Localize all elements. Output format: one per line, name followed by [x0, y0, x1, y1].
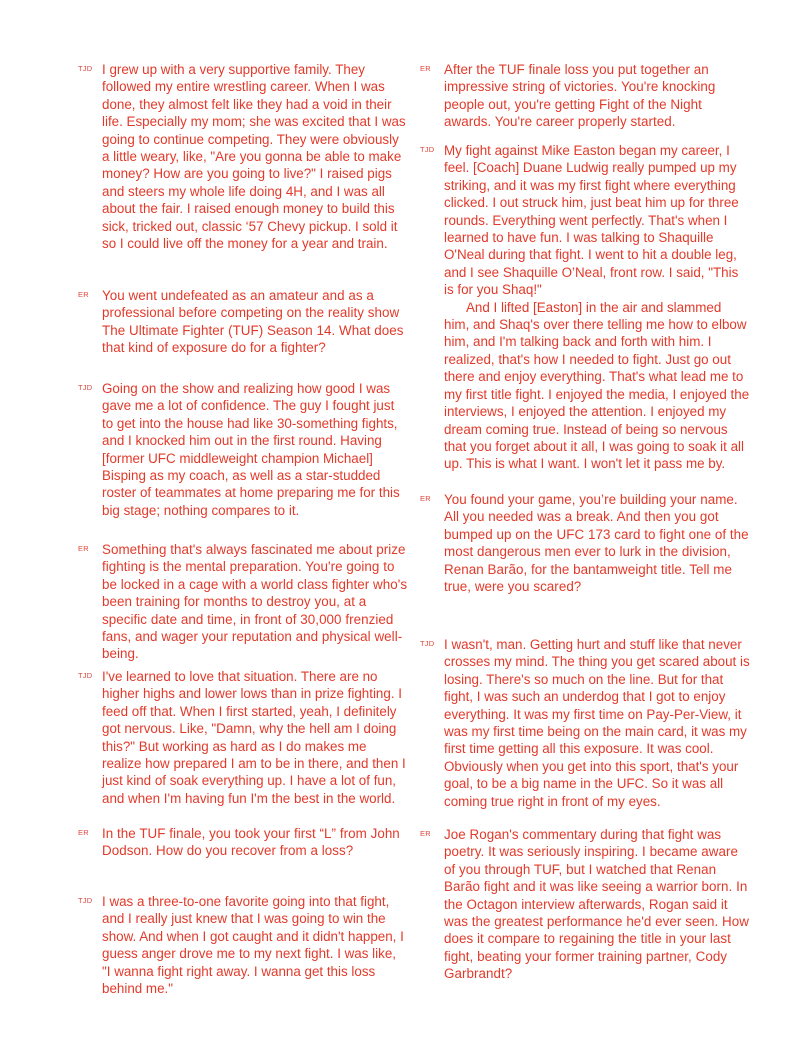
paragraph: You went undefeated as an amateur and as a professional before competing on the reality show The Ultimate Fighter (TUF) Season 14. What does that kind of exposure do for a fighter?: [102, 288, 404, 356]
paragraph: After the TUF finale loss you put together an impressive string of victories. You're knocking people out, you're getting Fight of the Night awards. You're career properly started.: [444, 62, 716, 130]
entry-text: [444, 61, 750, 131]
paragraph: I grew up with a very supportive family. They followed my entire wrestling career. When I was done, they almost felt like they had a void in their life. Especially my mom; she was excited that I was going to continue competing. They were obviously a little weary, like, "Are you gonna be able to make money? How are you going to live?" I raised pigs and steers my whole life doing 4H, and I was all about the fair. I raised enough money to build this sick, tricked out, classic ‘57 Chevy pickup. I sold it so I could live off the money for a year and train.: [102, 62, 406, 252]
interview-entry: [78, 893, 408, 997]
entry-text: [102, 668, 408, 807]
speaker-label: TJD: [78, 383, 93, 392]
interview-entry: [78, 287, 408, 357]
paragraph: I was a three-to-one favorite going into that fight, and I really just knew that I was going to win the show. And when I got caught and it didn't happen, I guess anger drove me to my next fight. I was like, "I wanna fight right away. I wanna get this loss behind me.": [102, 894, 404, 997]
paragraph: You found your game, you’re building your name. All you needed was a break. And then you got bumped up on the UFC 173 card to fight one of the most dangerous men ever to lurk in the division, Renan Barão, for the bantamweight title. Tell me true, were you scared?: [444, 492, 749, 595]
paragraph: Something that's always fascinated me about prize fighting is the mental preparation. You're going to be locked in a cage with a world class fighter who's been training for months to destroy you, at a specific date and time, in front of 30,000 frenzied fans, and wager your reputation and physical well-being.: [102, 542, 408, 662]
speaker-label: ER: [420, 64, 431, 73]
paragraph: Joe Rogan's commentary during that fight was poetry. It was seriously inspiring. I became aware of you through TUF, but I watched that Renan Barão fight and it was like seeing a warrior born. In the Octagon interview afterwards, Rogan said it was the greatest performance he'd ever seen. How does it compare to regaining the title in your last fight, beating your former training partner, Cody Garbrandt?: [444, 827, 749, 982]
interview-entry: [78, 541, 408, 663]
paragraph: And I lifted [Easton] in the air and slammed him, and Shaq's over there telling me how to elbow him, and I'm talking back and forth with him. I realized, that's how I needed to fight. Just go out there and enjoy everything. That's what lead me to my first title fight. I enjoyed the media, I enjoyed the interviews, I enjoyed the attention. I enjoyed my dream coming true. Instead of being so nervous that you forget about it all, I was going to soak it all up. This is what I want. I won't let it pass me by.: [444, 299, 750, 472]
entry-text: [102, 380, 408, 519]
interview-entry: [78, 825, 408, 860]
speaker-label: TJD: [78, 896, 93, 905]
entry-text: [444, 636, 750, 810]
speaker-label: TJD: [78, 671, 93, 680]
interview-entry: [78, 668, 408, 807]
entry-text: [102, 287, 408, 357]
speaker-label: ER: [420, 494, 431, 503]
entry-text: [102, 61, 408, 252]
paragraph: I've learned to love that situation. There are no higher highs and lower lows than in prize fighting. I feed off that. When I first started, yeah, I definitely got nervous. Like, "Damn, why the hell am I doing this?" But working as hard as I do makes me realize how prepared I am to be in there, and then I just kind of soak everything up. I have a lot of fun, and when I'm having fun I'm the best in the world.: [102, 669, 406, 806]
speaker-label: TJD: [420, 639, 435, 648]
speaker-label: ER: [78, 544, 89, 553]
paragraph: I wasn't, man. Getting hurt and stuff like that never crosses my mind. The thing you get scared about is losing. There's so much on the line. But for that fight, I was such an underdog that I got to enjoy everything. It was my first time on Pay-Per-View, it was my first time being on the main card, it was my first time getting all this exposure. It was cool. Obviously when you get into this sport, that's your goal, to be a big name in the UFC. So it was all coming true right in front of my eyes.: [444, 637, 750, 809]
speaker-label: TJD: [78, 64, 93, 73]
speaker-label: ER: [78, 290, 89, 299]
entry-text: [102, 825, 408, 860]
interview-entry: [420, 142, 750, 473]
speaker-label: ER: [420, 829, 431, 838]
entry-text: [102, 541, 408, 663]
interview-entry: [420, 826, 750, 983]
interview-entry: [78, 380, 408, 519]
interview-entry: [420, 491, 750, 595]
entry-text: [444, 491, 750, 595]
paragraph: Going on the show and realizing how good I was gave me a lot of confidence. The guy I fought just to get into the house had like 30-something fights, and I knocked him out in the first round. Having [former UFC middleweight champion Michael] Bisping as my coach, as well as a star-studded roster of teammates at home preparing me for this big stage; nothing compares to it.: [102, 381, 400, 518]
speaker-label: ER: [78, 828, 89, 837]
entry-text: [102, 893, 408, 997]
entry-text: [444, 826, 750, 983]
interview-entry: [420, 61, 750, 131]
speaker-label: TJD: [420, 145, 435, 154]
paragraph: My fight against Mike Easton began my career, I feel. [Coach] Duane Ludwig really pumped up my striking, and it was my first fight where everything clicked. I out struck him, just beat him up for three rounds. Everything went perfectly. That's when I learned to have fun. I was talking to Shaquille O'Neal during that fight. I went to hit a double leg, and I see Shaquille O’Neal, front row. I said, "This is for you Shaq!": [444, 143, 739, 298]
interview-entry: [78, 61, 408, 252]
interview-entry: [420, 636, 750, 810]
paragraph: In the TUF finale, you took your first “L” from John Dodson. How do you recover from a loss?: [102, 826, 400, 859]
entry-text: [444, 142, 750, 473]
